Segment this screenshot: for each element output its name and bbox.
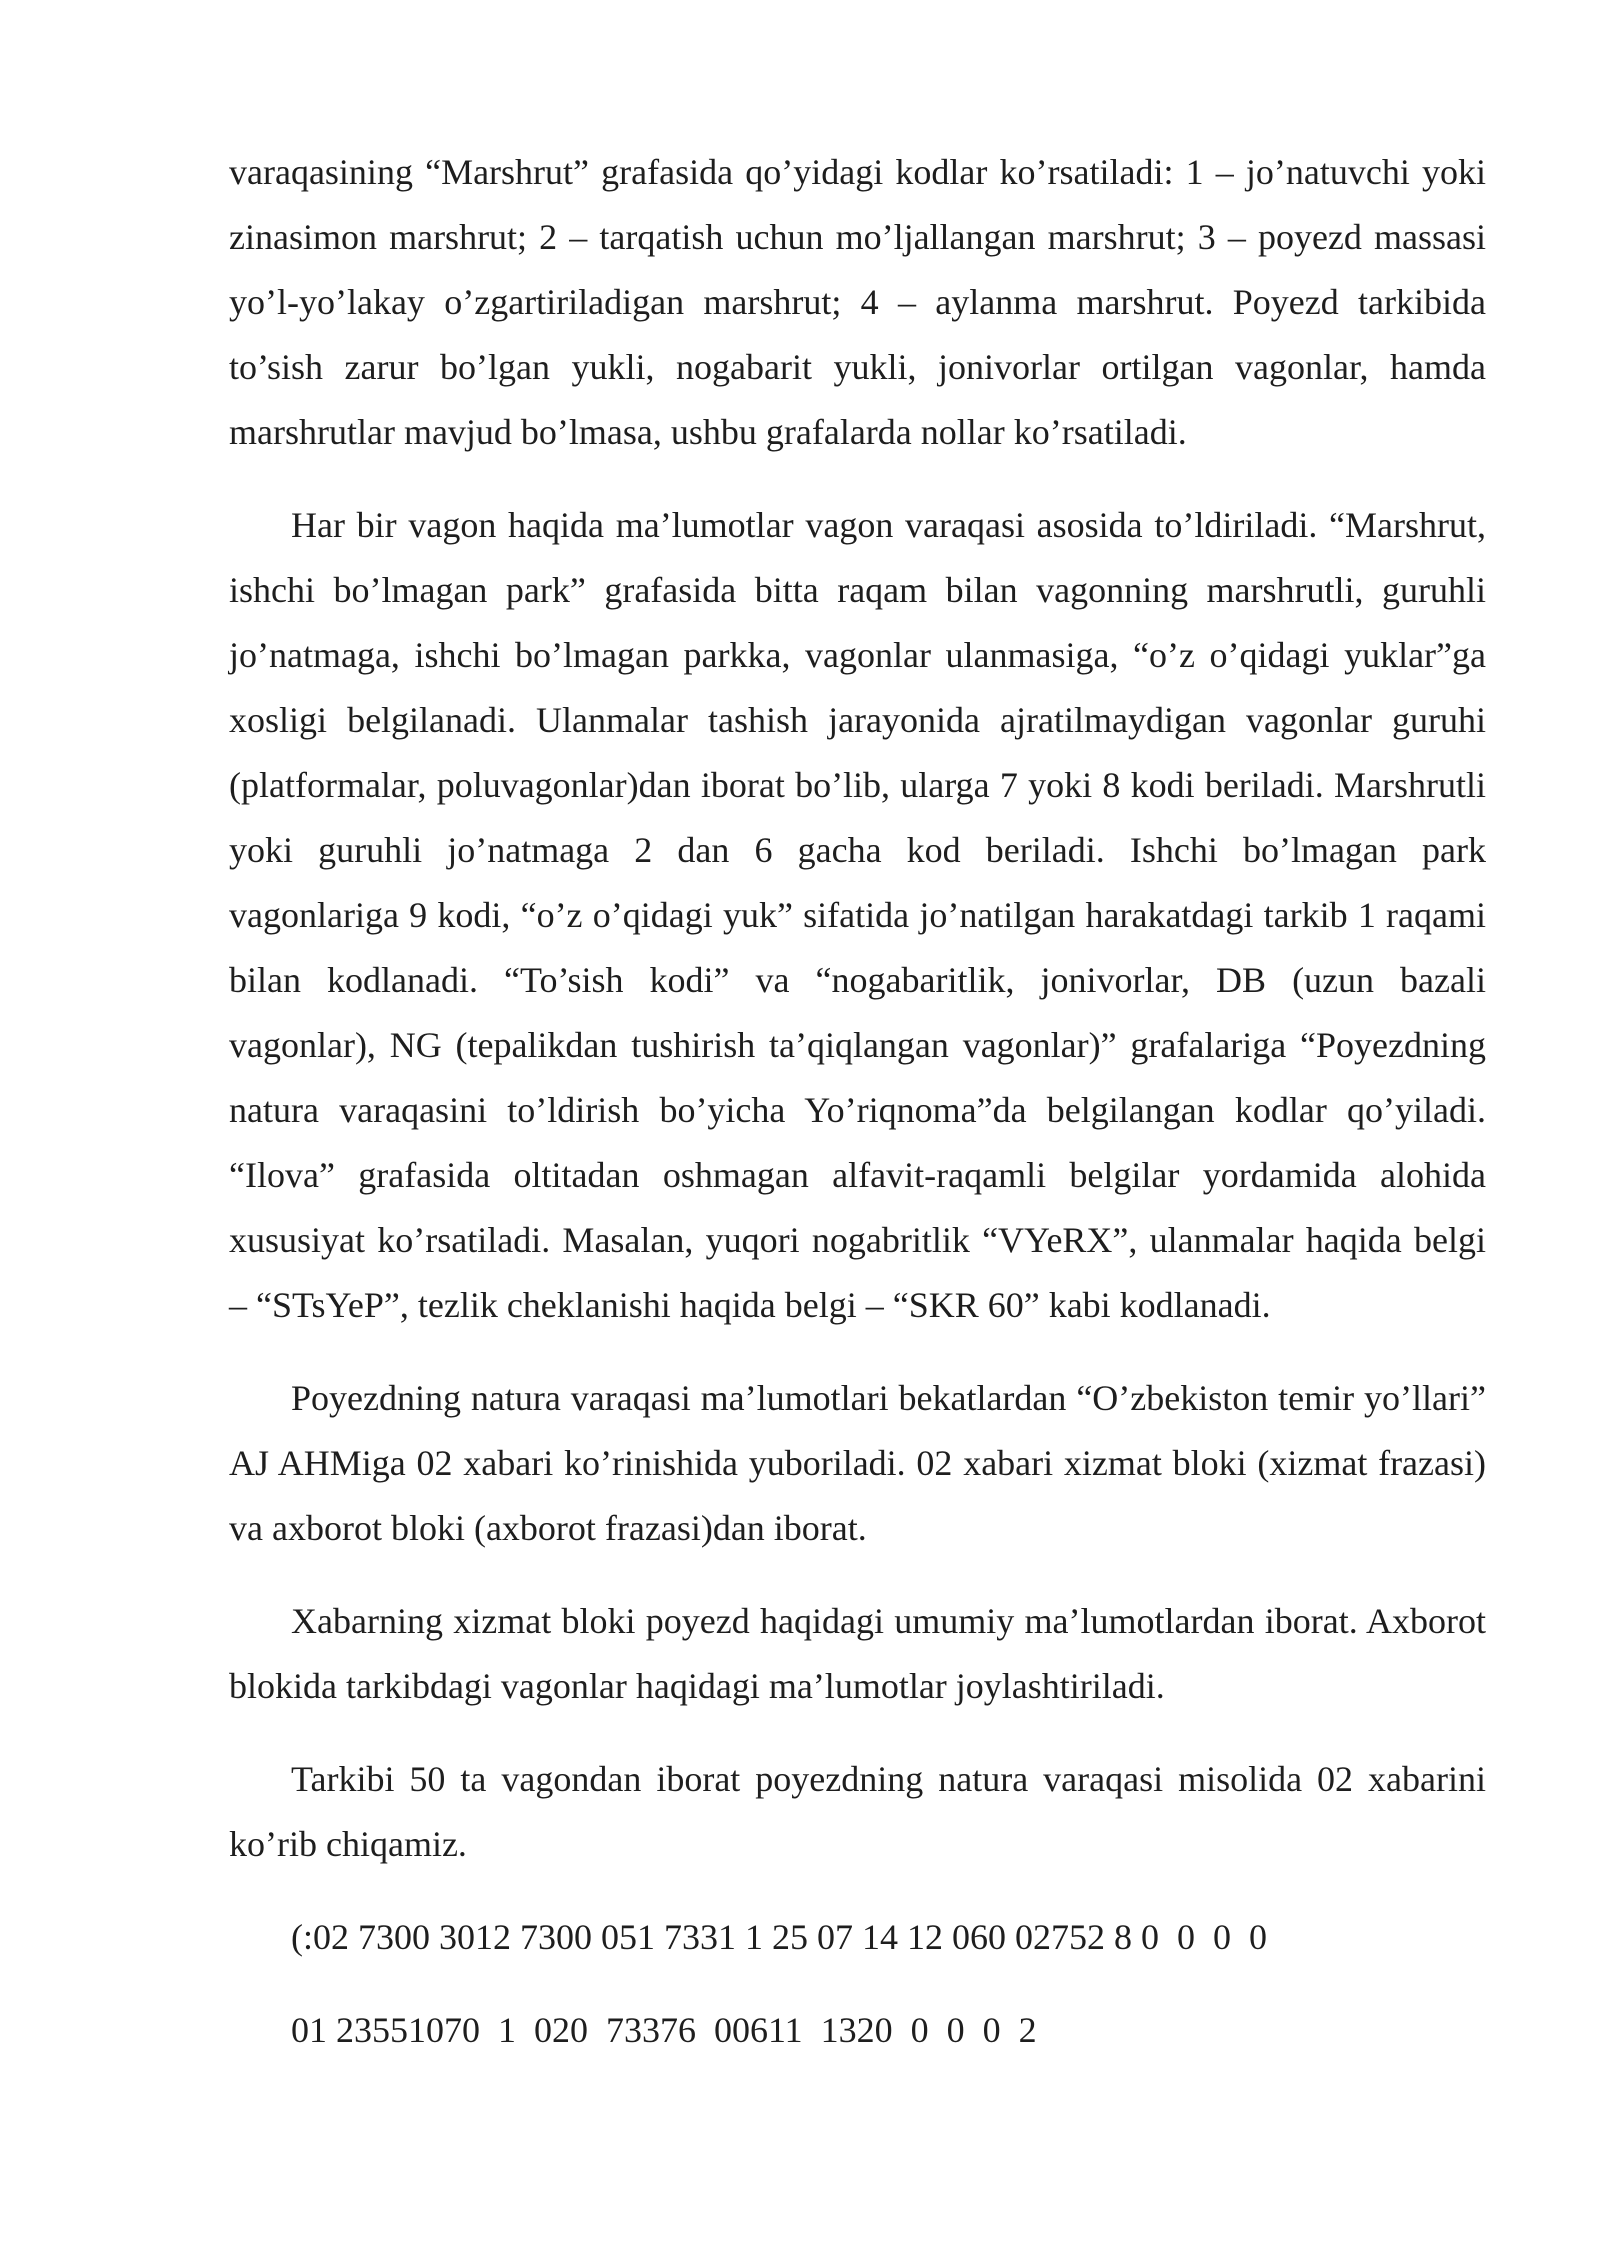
document-page (229, 140, 1486, 2091)
paragraph-vagon-data: Har bir vagon haqida ma’lumotlar vagon varaqasi asosida to’ldiriladi. “Marshrut, ishchi bo’lmagan park” grafasida bitta raqam bilan vagonning marshrutli, guruhli jo’natmaga, ishchi bo’lmagan parkka, vagonlar ulanmasiga, “o’z o’qidagi yuklar”ga xosligi belgilanadi. Ulanmalar tashish jarayonida ajratilmaydigan vagonlar guruhi (platformalar, poluvagonlar)dan iborat bo’lib, ularga 7 yoki 8 kodi beriladi. Marshrutli yoki guruhli jo’natmaga 2 dan 6 gacha kod beriladi. Ishchi bo’lmagan park vagonlariga 9 kodi, “o’z o’qidagi yuk” sifatida jo’natilgan harakatdagi tarkib 1 raqami bilan kodlanadi. “To’sish kodi” va “nogabaritlik, jonivorlar, DB (uzun bazali vagonlar), NG (tepalikdan tushirish ta’qiqlangan vagonlar)” grafalariga “Poyezdning natura varaqasini to’ldirish bo’yicha Yo’riqnoma”da belgilangan kodlar qo’yiladi. “Ilova” grafasida oltitadan oshmagan alfavit-raqamli belgilar yordamida alohida xususiyat ko’rsatiladi. Masalan, yuqori nogabritlik “VYeRX”, ulanmalar haqida belgi – “STsYeP”, tezlik cheklanishi haqida belgi – “SKR 60” kabi kodlanadi. (229, 505, 1486, 1325)
message-code-line-2: 01 23551070 1 020 73376 00611 1320 0 0 0 2 (291, 2010, 1037, 2050)
paragraph-marshrut-codes: varaqasining “Marshrut” grafasida qo’yidagi kodlar ko’rsatiladi: 1 – jo’natuvchi yoki zinasimon marshrut; 2 – tarqatish uchun mo’ljallangan marshrut; 3 – poyezd massasi yo’l-yo’lakay o’zgartiriladigan marshrut; 4 – aylanma marshrut. Poyezd tarkibida to’sish zarur bo’lgan yukli, nogabarit yukli, jonivorlar ortilgan vagonlar, hamda marshrutlar mavjud bo’lmasa, ushbu grafalarda nollar ko’rsatiladi. (229, 152, 1486, 452)
paragraph-service-block: Xabarning xizmat bloki poyezd haqidagi umumiy ma’lumotlardan iborat. Axborot blokida tarkibdagi vagonlar haqidagi ma’lumotlar joylashtiriladi. (229, 1601, 1486, 1706)
paragraph-02-message: Poyezdning natura varaqasi ma’lumotlari bekatlardan “O’zbekiston temir yo’llari” AJ AHMiga 02 xabari ko’rinishida yuboriladi. 02 xabari xizmat bloki (xizmat frazasi) va axborot bloki (axborot frazasi)dan iborat. (229, 1378, 1486, 1548)
message-code-line-1: (:02 7300 3012 7300 051 7331 1 25 07 14 12 060 02752 8 0 0 0 0 (291, 1917, 1267, 1957)
paragraph-example-intro: Tarkibi 50 ta vagondan iborat poyezdning natura varaqasi misolida 02 xabarini ko’rib chiqamiz. (229, 1759, 1486, 1864)
